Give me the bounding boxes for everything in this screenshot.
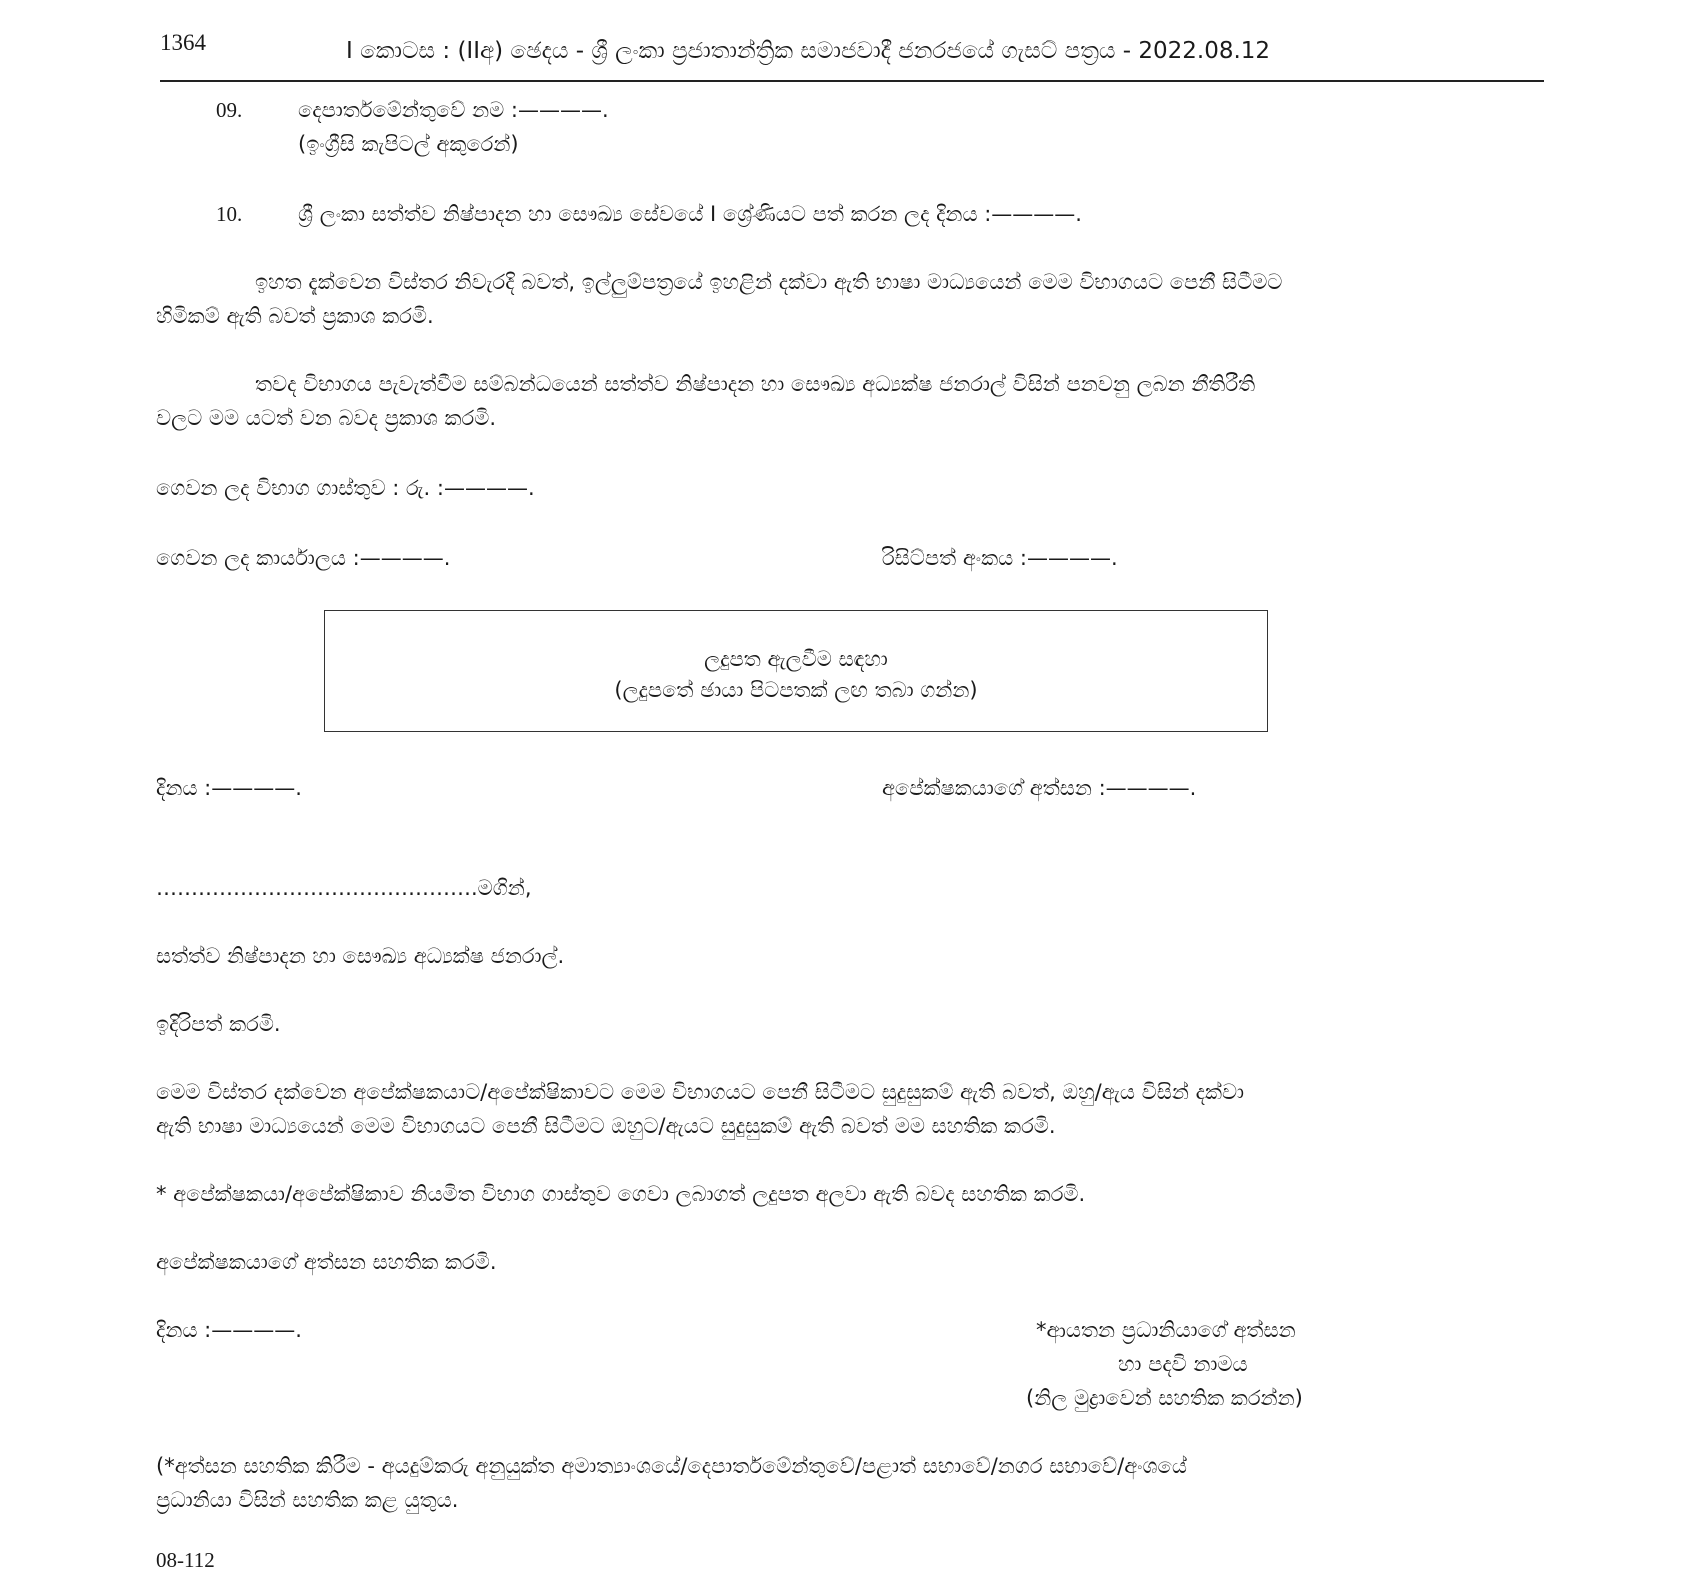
receipt-box-title: ලදුපත ඇලවීම සඳහා: [704, 647, 888, 671]
header-rule: [160, 80, 1544, 82]
paid-office-field: ගෙවන ලද කාර්යාලය :————.: [156, 546, 451, 570]
signature-certified-line: අපේක්ෂකයාගේ අත්සන සහතික කරමි.: [156, 1250, 497, 1274]
date-field-2: දිනය :————.: [156, 1318, 302, 1342]
department-name-field: දෙපාර්තමේන්තුවේ නම :————.: [298, 98, 609, 122]
certification-line-1: මෙම විස්තර දක්වෙන අපේක්ෂකයාට/අපේක්ෂිකාවට මෙම විභාගයට පෙනී සිටීමට සුදුසුකම් ඇති බවත්, ඔහු/ඇය විසින් දක්වා: [156, 1080, 1245, 1104]
declaration-2-line-2: වලට මම යටත් වන බවද ප්‍රකාශ කරමි.: [156, 406, 497, 430]
director-general-line: සත්ත්ව නිෂ්පාදන හා සෞඛ්‍ය අධ්‍යක්ෂ ජනරාල්.: [156, 944, 565, 968]
fee-certification-line: * අපේක්ෂකයා/අපේක්ෂිකාව නියමිත විභාග ගාස්තුව ගෙවා ලබාගත් ලදුපත අලවා ඇති බවද සහතික කරමි.: [156, 1182, 1086, 1206]
item-number-10: 10.: [216, 202, 243, 226]
submit-line: ඉදිරිපත් කරමි.: [156, 1012, 281, 1036]
item-number-09: 09.: [216, 98, 243, 122]
declaration-1-line-2: හිමිකම් ඇති බවත් ප්‍රකාශ කරමි.: [156, 304, 434, 328]
head-signature-line-2: හා පදවි නාමය: [1118, 1352, 1248, 1376]
declaration-1-line-1: ඉහත දැක්වෙන විස්තර නිවැරදි බවත්, ඉල්ලුම්පත්‍රයේ ඉහළින් දක්වා ඇති භාෂා මාධ්‍යයෙන් මෙම විභාගයට පෙනී සිටීමට: [255, 270, 1283, 294]
head-signature-line-3: (නිල මුද්‍රාවෙන් සහතික කරන්න): [1026, 1386, 1303, 1410]
head-signature-line-1: *ආයතන ප්‍රධානියාගේ අත්සන: [1036, 1318, 1296, 1342]
footnote-line-2: ප්‍රධානියා විසින් සහතික කළ යුතුය.: [156, 1488, 459, 1512]
receipt-paste-box: [324, 610, 1268, 732]
footnote-line-1: (*අත්සන සහතික කිරීම - අයදුම්කරු අනුයුක්ත අමාත්‍යාංශයේ/දෙපාර්තමේන්තුවේ/පළාත් සභාවේ/නගර සභාවේ/අංශයේ: [156, 1454, 1187, 1478]
appointment-date-field: ශ්‍රී ලංකා සත්ත්ව නිෂ්පාදන හා සෞඛ්‍ය සේවයේ I ශ්‍රේණියට පත් කරන ලද දිනය :————.: [298, 202, 1082, 226]
department-name-note: (ඉංග්‍රීසි කැපිටල් අකුරෙන්): [298, 132, 519, 156]
page-number: 1364: [160, 30, 206, 55]
exam-fee-field: ගෙවන ලද විභාග ගාස්තුව : රු. :————.: [156, 476, 535, 500]
certification-line-2: ඇති භාෂා මාධ්‍යයෙන් මෙම විභාගයට පෙනී සිටීමට ඔහුට/ඇයට සුදුසුකම් ඇති බවත් මම සහතික කරමි.: [156, 1114, 1056, 1138]
declaration-2-line-1: තවද විභාගය පැවැත්වීම සම්බන්ධයෙන් සත්ත්ව නිෂ්පාදන හා සෞඛ්‍ය අධ්‍යක්ෂ ජනරාල් විසින් පනවනු ලබන නීතිරීති: [255, 372, 1256, 396]
date-field-1: දිනය :————.: [156, 776, 302, 800]
footer-code: 08-112: [156, 1548, 215, 1572]
via-line: ……………………………………….මගින්,: [156, 876, 532, 900]
gazette-header-title: I කොටස : (IIඅ) ඡෙදය - ශ්‍රී ලංකා ප්‍රජාතාන්ත්‍රික සමාජවාදී ජනරජයේ ගැසට් පත්‍රය - 2022.08.12: [346, 38, 1271, 64]
receipt-number-field: රිසිට්පත් අංකය :————.: [882, 546, 1118, 570]
applicant-signature-field: අපේක්ෂකයාගේ අත්සන :————.: [882, 776, 1197, 800]
receipt-box-note: (ලදුපතේ ඡායා පිටපතක් ලඟ තබා ගන්න): [614, 678, 978, 702]
